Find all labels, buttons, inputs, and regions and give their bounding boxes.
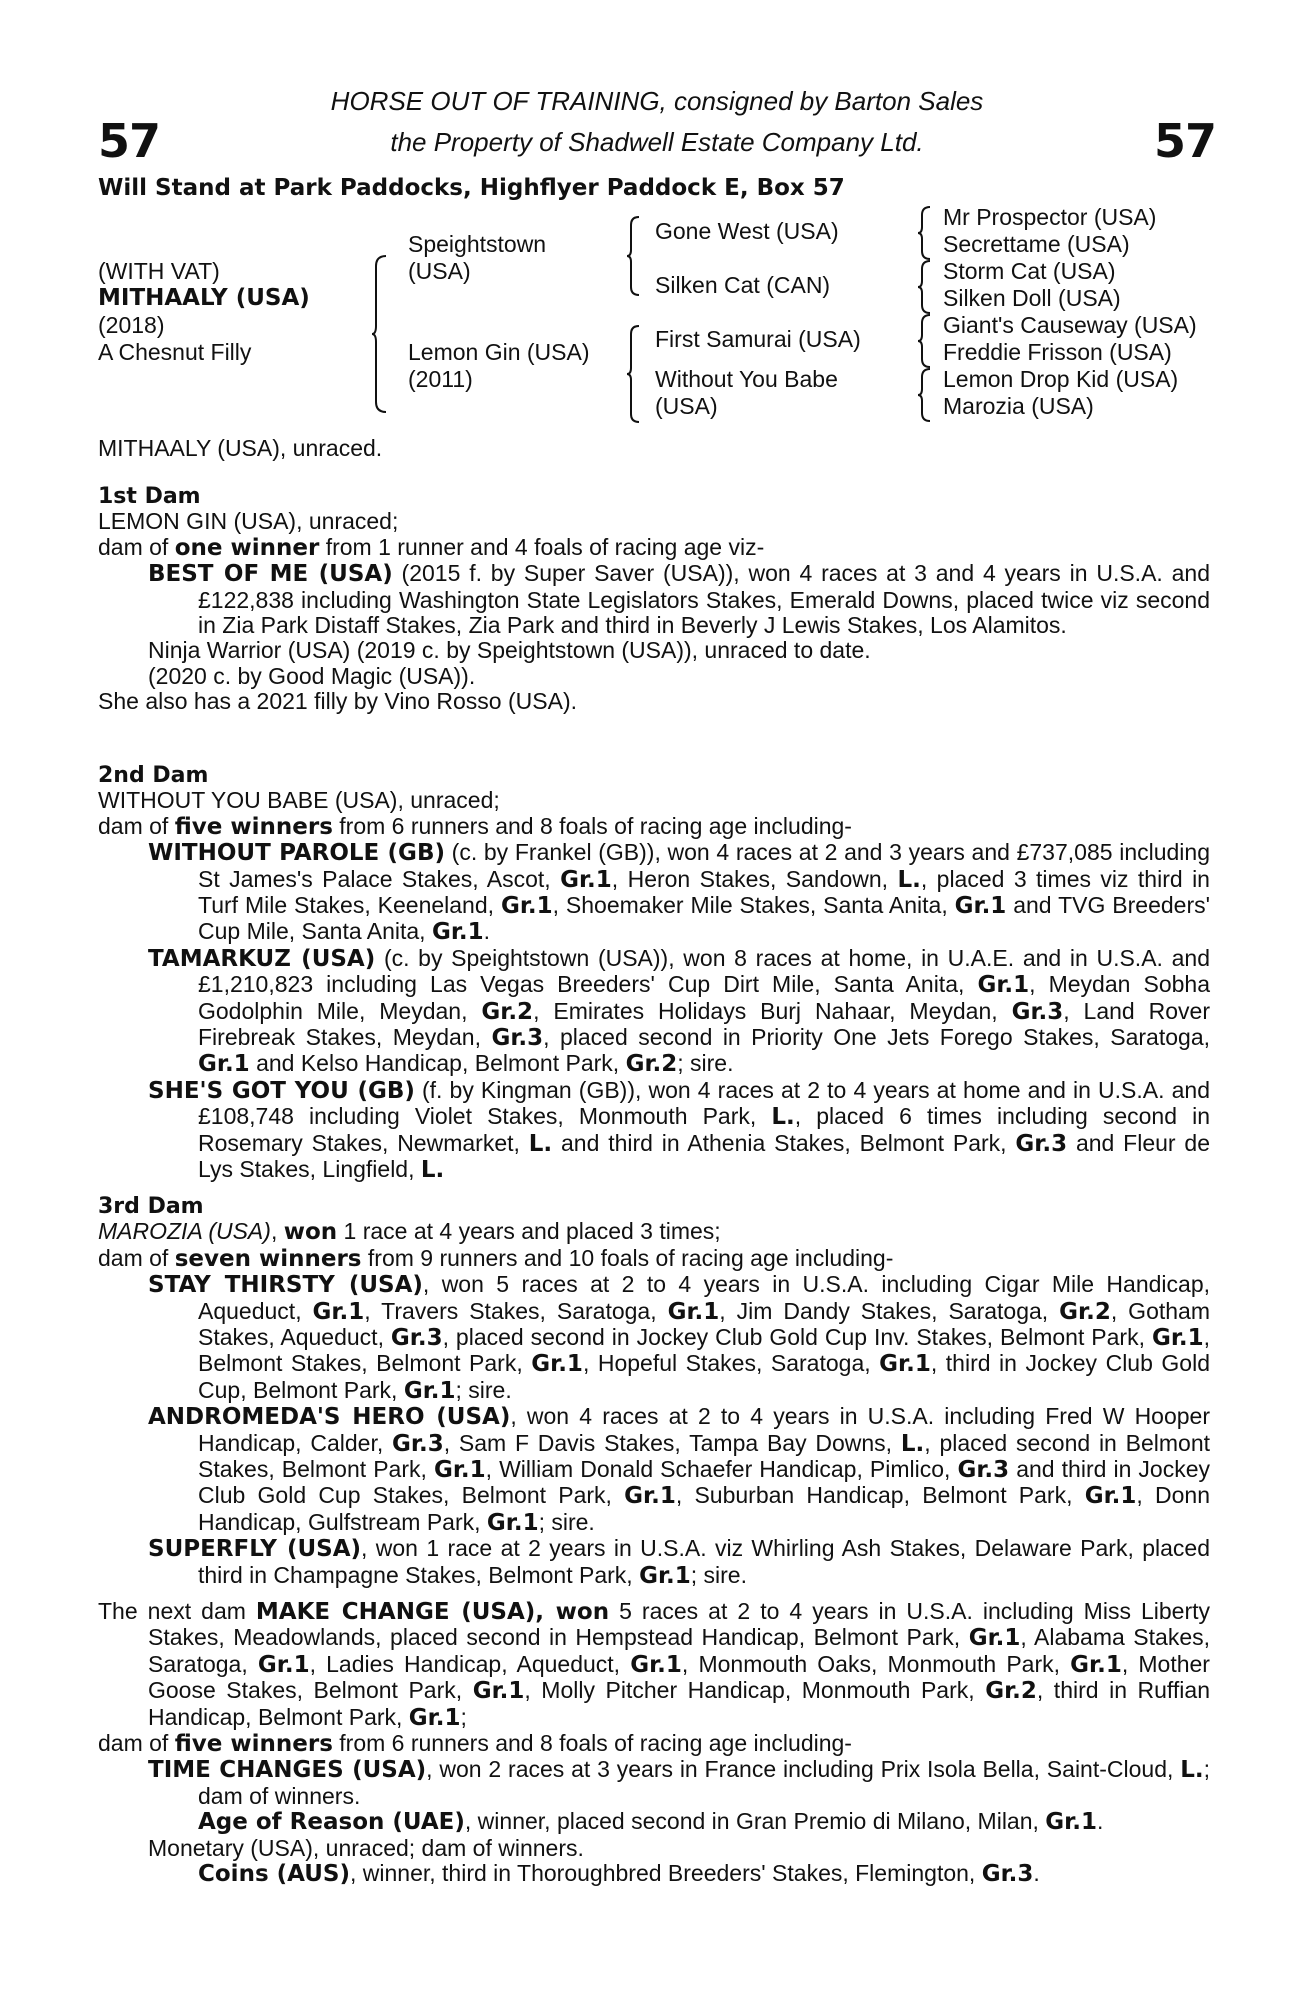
g3-5: Giant's Causeway (USA) [943,312,1197,338]
g3-6: Freddie Frisson (USA) [943,339,1172,365]
third-dam-section [98,1194,1210,1589]
produce-entry: Monetary (USA), unraced; dam of winners. [148,1834,584,1861]
g3-1: Mr Prospector (USA) [943,204,1157,230]
g3-8: Marozia (USA) [943,393,1094,419]
third-dam-produce-line: dam of seven winners from 9 runners and 10 foals of racing age including- [98,1244,894,1272]
race-record: MITHAALY (USA), unraced. [98,435,383,461]
second-dam-section [98,763,1210,1184]
g3-3: Storm Cat (USA) [943,258,1116,284]
lot-number-left: 57 [98,114,161,168]
produce-entry: STAY THIRSTY (USA), won 5 races at 2 to 4 years in U.S.A. including Cigar Mile Handicap, Aqueduct, Gr.1, Travers Stakes, Saratoga, Gr.1, Jim Dandy Stakes, Saratoga, Gr.2, Gotham Stakes, Aqueduct, Gr.3, placed second in Jockey Club Gold Cup Inv. Stakes, Belmont Park, Gr.1, Belmont Stakes, Belmont Park, Gr.1, Hopeful Stakes, Saratoga, Gr.1, third in Jockey Club Gold Cup, Belmont Park, Gr.1; sire. [148,1271,1211,1404]
sire-sire: Gone West (USA) [655,218,839,244]
dam-year: (2011) [408,366,473,392]
pedigree-bracket-g2 [917,259,933,315]
produce-entry: TAMARKUZ (USA) (c. by Speightstown (USA)), won 8 races at home, in U.A.E. and in U.S.A. and £1,210,823 including Las Vegas Breeders' Cup Dirt Mile, Santa Anita, Gr.1, Meydan Sobha Godolphin Mile, Meydan, Gr.2, Emirates Holidays Burj Nahaar, Meydan, Gr.3, Land Rover Firebreak Stakes, Meydan, Gr.3, placed second in Priority One Jets Forego Stakes, Saratoga, Gr.1 and Kelso Handicap, Belmont Park, Gr.2; sire. [148,944,1210,1078]
produce-entry: Ninja Warrior (USA) (2019 c. by Speightstown (USA)), unraced to date. [148,637,871,664]
dam-name: Lemon Gin (USA) [408,339,590,365]
g3-4: Silken Doll (USA) [943,285,1121,311]
pedigree-bracket-g3 [917,313,933,369]
produce-entry: BEST OF ME (USA) (2015 f. by Super Saver (USA)), won 4 races at 3 and 4 years in U.S.A. and £122,838 including Washington State Legislators Stakes, Emerald Downs, placed twice viz second in Zia Park Distaff Stakes, Zia Park and third in Beverly J Lewis Stakes, Los Alamitos. [148,560,1210,639]
g3-7: Lemon Drop Kid (USA) [943,366,1179,392]
produce-sub-entry: Age of Reason (UAE), winner, placed second in Gran Premio di Milano, Milan, Gr.1. [198,1808,1104,1836]
next-dam-entry: The next dam MAKE CHANGE (USA), won 5 races at 2 to 4 years in U.S.A. including Miss Liberty Stakes, Meadowlands, placed second in Hempstead Handicap, Belmont Park, Gr.1, Alabama Stakes, Saratoga, Gr.1, Ladies Handicap, Aqueduct, Gr.1, Monmouth Oaks, Monmouth Park, Gr.1, Mother Goose Stakes, Belmont Park, Gr.1, Molly Pitcher Handicap, Monmouth Park, Gr.2, third in Ruffian Handicap, Belmont Park, Gr.1; [98,1598,1211,1731]
pedigree-bracket-g1 [917,205,933,261]
horse-vat: (WITH VAT) [98,258,220,284]
produce-entry: TIME CHANGES (USA), won 2 races at 3 years in France including Prix Isola Bella, Saint-Cloud, L.; dam of winners. [148,1756,1211,1809]
horse-description: A Chesnut Filly [98,339,252,365]
first-dam-section [98,484,1210,715]
second-dam-heading: 2nd Dam [98,763,209,788]
first-dam-heading: 1st Dam [98,484,201,509]
g3-2: Secrettame (USA) [943,231,1130,257]
second-dam-produce-line: dam of five winners from 6 runners and 8 foals of racing age including- [98,812,852,840]
next-dam-produce-line: dam of five winners from 6 runners and 8 foals of racing age including- [98,1730,852,1758]
produce-entry: SHE'S GOT YOU (GB) (f. by Kingman (GB)), won 4 races at 2 to 4 years at home and in U.S.A. and £108,748 including Violet Stakes, Monmouth Park, L., placed 6 times including second in Rosemary Stakes, Newmarket, L. and third in Athenia Stakes, Belmont Park, Gr.3 and Fleur de Lys Stakes, Lingfield, L. [148,1076,1211,1184]
pedigree-bracket-sire [626,215,642,297]
produce-entry: SUPERFLY (USA), won 1 race at 2 years in U.S.A. viz Whirling Ash Stakes, Delaware Park, placed third in Champagne Stakes, Belmont Park, Gr.1; sire. [148,1535,1210,1589]
third-dam-line: MAROZIA (USA), won 1 race at 4 years and placed 3 times; [98,1218,721,1246]
sire-name: Speightstown [408,231,547,257]
stand-location: Will Stand at Park Paddocks, Highflyer Paddock E, Box 57 [98,175,845,201]
sire-dam: Silken Cat (CAN) [655,272,831,298]
next-dam-section [98,1599,1210,1887]
pedigree-bracket-gen1 [372,254,390,414]
produce-entry: WITHOUT PAROLE (GB) (c. by Frankel (GB)), won 4 races at 2 and 3 years and £737,085 including St James's Palace Stakes, Ascot, Gr.1, Heron Stakes, Sandown, L., placed 3 times viz third in Turf Mile Stakes, Keeneland, Gr.1, Shoemaker Mile Stakes, Santa Anita, Gr.1 and TVG Breeders' Cup Mile, Santa Anita, Gr.1. [148,839,1210,946]
third-dam-heading: 3rd Dam [98,1194,204,1219]
produce-entry: (2020 c. by Good Magic (USA)). [148,662,476,689]
pedigree-bracket-dam [626,324,642,424]
dam-dam-name: Without You Babe [655,366,838,392]
second-dam-line: WITHOUT YOU BABE (USA), unraced; [98,787,500,814]
dam-dam-country: (USA) [655,393,718,419]
produce-entry: ANDROMEDA'S HERO (USA), won 4 races at 2 to 4 years in U.S.A. including Fred W Hooper Handicap, Calder, Gr.3, Sam F Davis Stakes, Tampa Bay Downs, L., placed second in Belmont Stakes, Belmont Park, Gr.1, William Donald Schaefer Handicap, Pimlico, Gr.3 and third in Jockey Club Gold Cup Stakes, Belmont Park, Gr.1, Suburban Handicap, Belmont Park, Gr.1, Donn Handicap, Gulfstream Park, Gr.1; sire. [148,1403,1211,1536]
first-dam-line: LEMON GIN (USA), unraced; [98,508,399,535]
pedigree-bracket-g4 [917,367,933,423]
first-dam-note: She also has a 2021 filly by Vino Rosso (USA). [98,688,577,715]
first-dam-produce-line: dam of one winner from 1 runner and 4 foals of racing age viz- [98,533,765,561]
property-line: the Property of Shadwell Estate Company Ltd. [390,127,924,157]
lot-number-right: 57 [1153,114,1216,168]
produce-sub-entry: Coins (AUS), winner, third in Thoroughbred Breeders' Stakes, Flemington, Gr.3. [198,1860,1040,1888]
sire-country: (USA) [408,258,471,284]
horse-year: (2018) [98,312,165,338]
horse-name: MITHAALY (USA) [98,285,310,311]
dam-sire: First Samurai (USA) [655,326,861,352]
consignor-line: HORSE OUT OF TRAINING, consigned by Barton Sales [330,86,984,116]
